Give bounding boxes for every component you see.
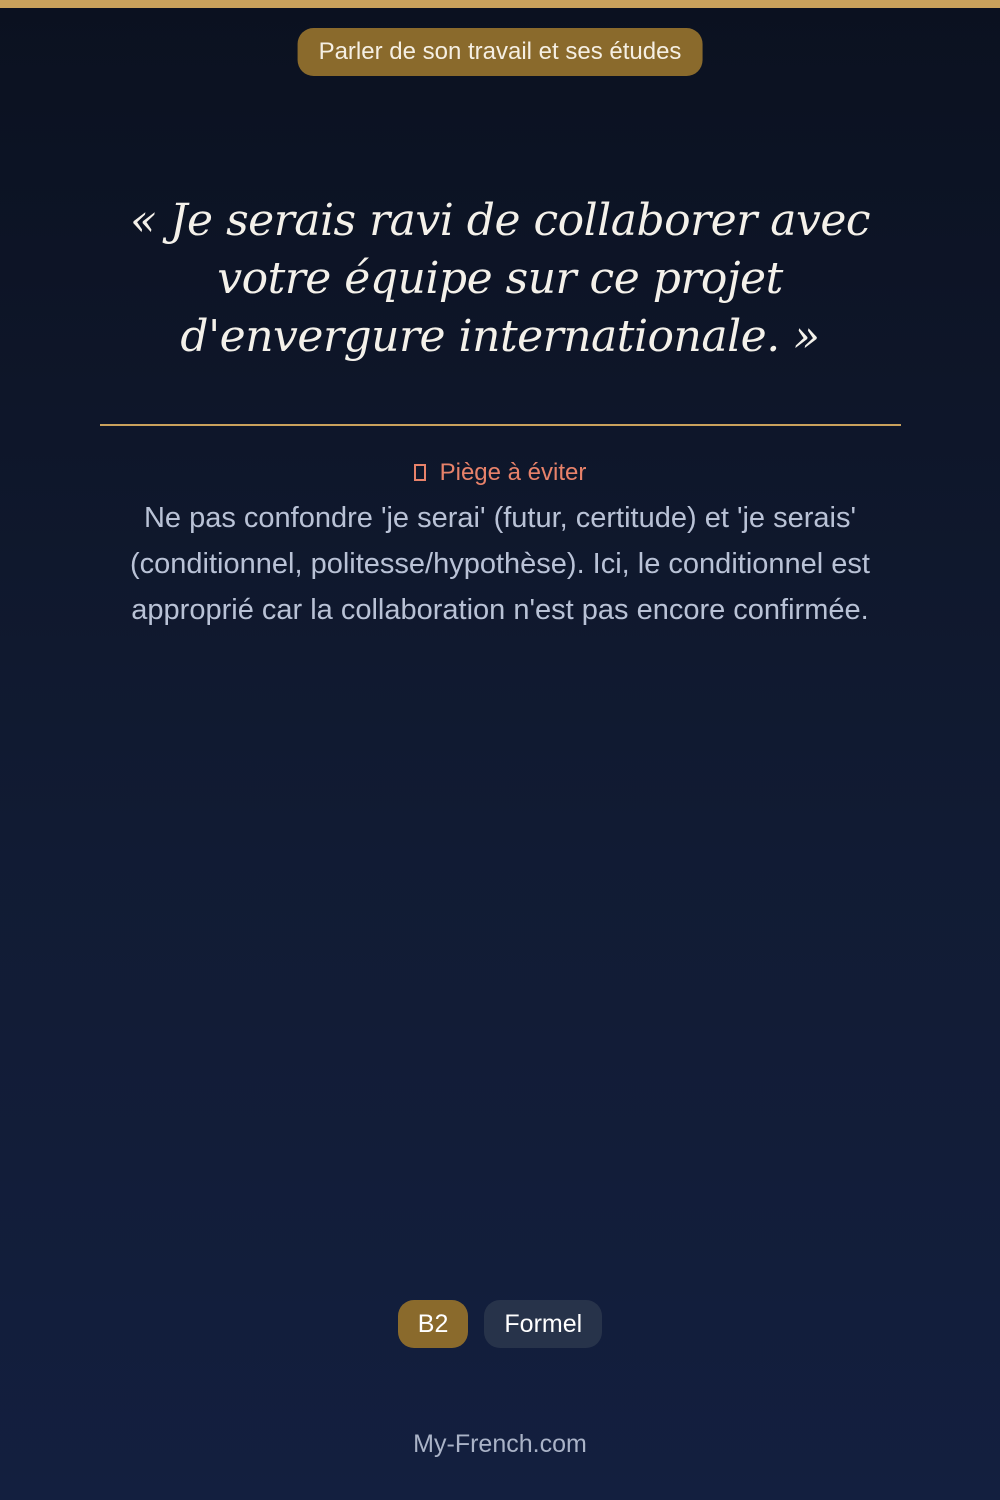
tag-list — [0, 1300, 1000, 1348]
category-badge: Parler de son travail et ses études — [298, 28, 703, 76]
warning-icon — [414, 464, 426, 481]
warning-title: Piège à éviter — [439, 459, 587, 486]
register-badge: Formel — [484, 1300, 602, 1348]
warning-heading — [0, 458, 1000, 488]
divider — [100, 424, 901, 426]
site-footer: My-French.com — [413, 1430, 587, 1458]
level-badge: B2 — [398, 1300, 469, 1348]
warning-text: Ne pas confondre 'je serai' (futur, certitude) et 'je serais' (conditionnel, politesse/hypothèse). Ici, le conditionnel est approprié car la collaboration n'est pas encore confirmée. — [130, 502, 870, 626]
example-quote: « Je serais ravi de collaborer avec votre équipe sur ce projet d'envergure internationale. » — [130, 195, 870, 362]
top-accent-bar — [0, 0, 1000, 8]
